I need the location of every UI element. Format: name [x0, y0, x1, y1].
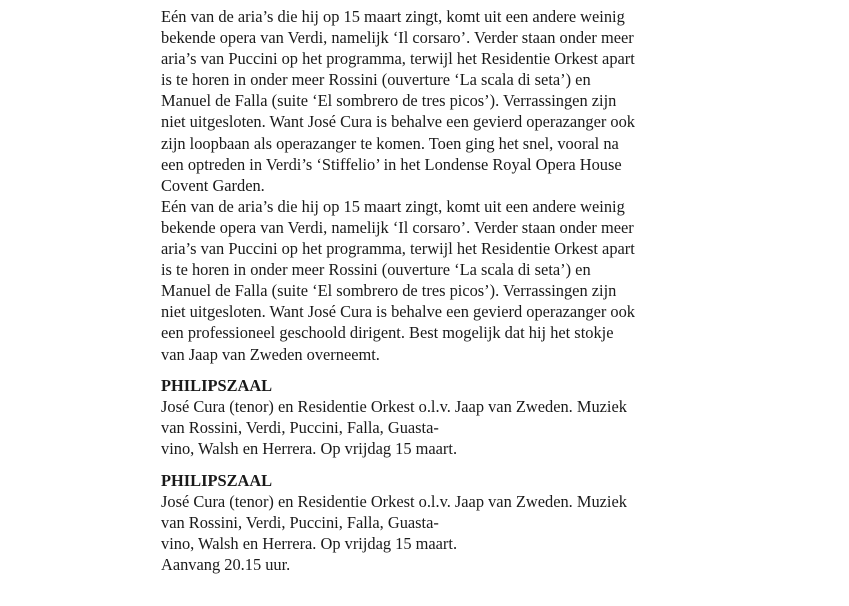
text-line: een optreden in Verdi’s ‘Stiffelio’ in het Londense Royal Opera House — [161, 154, 622, 174]
text-line: aria’s van Puccini op het programma, terwijl het Residentie Orkest apart — [161, 49, 635, 69]
text-line: Manuel de Falla (suite ‘El sombrero de tres picos’). Verrassingen zijn — [161, 91, 617, 111]
text-line: is te horen in onder meer Rossini (ouverture ‘La scala di seta’) en — [161, 260, 591, 280]
text-line: Manuel de Falla (suite ‘El sombrero de tres picos’). Verrassingen zijn — [161, 281, 617, 301]
spacer — [161, 459, 721, 470]
text-line: Covent Garden. — [161, 175, 265, 195]
text-line: niet uitgesloten. Want José Cura is behalve een gevierd operazanger ook — [161, 112, 635, 132]
start-time-line: Aanvang 20.15 uur. — [161, 555, 291, 575]
text-line: José Cura (tenor) en Residentie Orkest o.l.v. Jaap van Zweden. Muziek — [161, 492, 627, 512]
text-line: is te horen in onder meer Rossini (ouverture ‘La scala di seta’) en — [161, 70, 591, 90]
text-line: José Cura (tenor) en Residentie Orkest o.l.v. Jaap van Zweden. Muziek — [161, 397, 627, 417]
paragraph-2 — [161, 196, 721, 365]
text-line: vino, Walsh en Herrera. Op vrijdag 15 maart. — [161, 439, 458, 459]
article-page — [161, 6, 721, 575]
paragraph-1 — [161, 6, 721, 196]
text-line: een professioneel geschoold dirigent. Best mogelijk dat hij het stokje — [161, 323, 614, 343]
venue-info-1 — [161, 375, 721, 459]
text-line: bekende opera van Verdi, namelijk ‘Il corsaro’. Verder staan onder meer — [161, 28, 634, 48]
text-line: Eén van de aria’s die hij op 15 maart zingt, komt uit een andere weinig — [161, 196, 625, 216]
text-line: van Jaap van Zweden overneemt. — [161, 344, 380, 364]
text-line: niet uitgesloten. Want José Cura is behalve een gevierd operazanger ook — [161, 302, 635, 322]
spacer — [161, 365, 721, 376]
text-line: vino, Walsh en Herrera. Op vrijdag 15 maart. — [161, 534, 458, 554]
venue-info-2 — [161, 470, 721, 575]
text-line: aria’s van Puccini op het programma, terwijl het Residentie Orkest apart — [161, 239, 635, 259]
venue-heading: PHILIPSZAAL — [161, 376, 273, 396]
venue-heading: PHILIPSZAAL — [161, 470, 273, 490]
text-line: bekende opera van Verdi, namelijk ‘Il corsaro’. Verder staan onder meer — [161, 217, 634, 237]
text-line: Eén van de aria’s die hij op 15 maart zingt, komt uit een andere weinig — [161, 7, 625, 26]
text-line: van Rossini, Verdi, Puccini, Falla, Guasta- — [161, 513, 439, 533]
text-line: van Rossini, Verdi, Puccini, Falla, Guasta- — [161, 418, 439, 438]
text-line: zijn loopbaan als operazanger te komen. Toen ging het snel, vooral na — [161, 133, 619, 153]
